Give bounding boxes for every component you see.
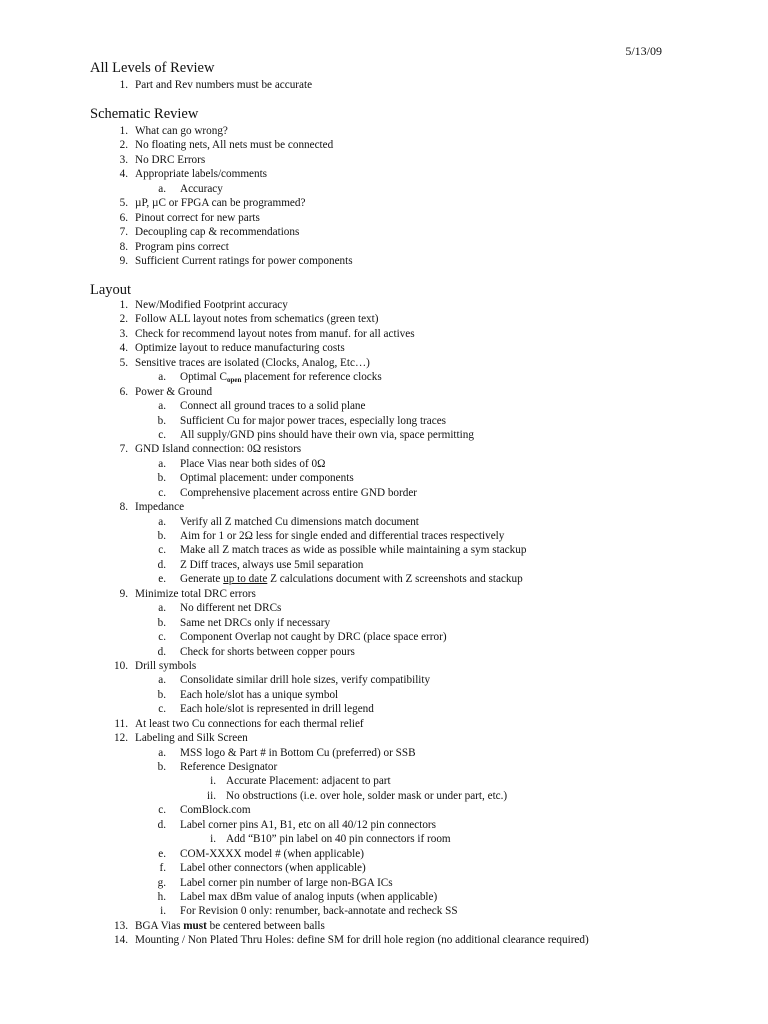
item-number: 13. xyxy=(114,919,128,932)
list-item xyxy=(0,587,768,601)
item-text: Sensitive traces are isolated (Clocks, Analog, Etc…) xyxy=(135,356,370,369)
list-item xyxy=(0,211,768,225)
item-number: h. xyxy=(157,890,166,903)
list-item xyxy=(0,399,768,413)
list-item xyxy=(0,471,768,485)
item-number: e. xyxy=(158,573,166,586)
item-text: Verify all Z matched Cu dimensions match document xyxy=(180,515,419,528)
item-number: b. xyxy=(157,414,166,427)
item-text: Aim for 1 or 2Ω less for single ended and differential traces respectively xyxy=(180,530,505,542)
item-number: 1. xyxy=(119,125,128,137)
item-number: a. xyxy=(158,400,166,413)
list-item xyxy=(0,153,768,167)
item-text: Check for recommend layout notes from manuf. for all actives xyxy=(135,327,415,340)
list-item xyxy=(0,645,768,659)
item-number: 1. xyxy=(119,299,128,311)
bold-text: must xyxy=(183,919,207,932)
list-item xyxy=(0,933,768,947)
item-text: Z Diff traces, always use 5mil separation xyxy=(180,558,364,571)
item-text: No different net DRCs xyxy=(180,602,282,615)
list-item xyxy=(0,500,768,514)
list-item xyxy=(0,78,768,92)
item-text: Decoupling cap & recommendations xyxy=(135,226,300,239)
item-text xyxy=(180,572,523,586)
list-item xyxy=(0,515,768,529)
item-number: i. xyxy=(210,775,216,788)
item-text xyxy=(180,370,382,384)
item-number: i. xyxy=(210,833,216,846)
list-item xyxy=(0,414,768,428)
item-text: Label corner pin number of large non-BGA ICs xyxy=(180,876,393,889)
item-text: Label max dBm value of analog inputs (when applicable) xyxy=(180,890,438,903)
item-text: Accuracy xyxy=(180,182,223,195)
list-item xyxy=(0,356,768,370)
item-text xyxy=(135,919,325,933)
item-text: Pinout correct for new parts xyxy=(135,211,260,224)
item-number: 6. xyxy=(119,385,128,398)
list-item xyxy=(0,702,768,716)
item-number: c. xyxy=(158,804,166,817)
item-text: Connect all ground traces to a solid plane xyxy=(180,400,366,413)
item-text: Add “B10” pin label on 40 pin connectors if room xyxy=(226,833,451,846)
item-text: Reference Designator xyxy=(180,761,278,773)
item-number: a. xyxy=(158,602,166,615)
list-item xyxy=(0,818,768,832)
item-number: 2. xyxy=(119,313,128,326)
item-text: What can go wrong? xyxy=(135,125,228,137)
list-item xyxy=(0,225,768,239)
section-title: Layout xyxy=(90,282,132,298)
item-number: a. xyxy=(158,371,166,384)
list-item xyxy=(0,861,768,875)
item-text: Each hole/slot is represented in drill legend xyxy=(180,703,374,716)
item-number: a. xyxy=(158,746,166,759)
section-title: Schematic Review xyxy=(90,106,199,122)
item-text: No obstructions (i.e. over hole, solder mask or under part, etc.) xyxy=(226,789,508,802)
item-number: c. xyxy=(158,631,166,644)
item-text: COM-XXXX model # (when applicable) xyxy=(180,847,364,860)
item-list xyxy=(0,78,768,92)
text-part: Optimal C xyxy=(180,371,227,384)
item-text: Minimize total DRC errors xyxy=(135,587,256,600)
item-number: 11. xyxy=(114,717,128,730)
list-item xyxy=(0,457,768,471)
item-number: 7. xyxy=(119,443,128,456)
item-text: Sufficient Cu for major power traces, especially long traces xyxy=(180,414,447,427)
list-item xyxy=(0,717,768,731)
list-item xyxy=(0,832,768,846)
item-number: 5. xyxy=(119,197,128,210)
list-item xyxy=(0,673,768,687)
item-text: µP, µC or FPGA can be programmed? xyxy=(135,197,306,210)
item-number: d. xyxy=(157,558,166,571)
text-part: placement for reference clocks xyxy=(241,371,382,384)
list-item xyxy=(0,803,768,817)
list-item xyxy=(0,919,768,933)
item-text: Each hole/slot has a unique symbol xyxy=(180,688,339,701)
subscript-text: open xyxy=(226,376,242,385)
item-number: b. xyxy=(157,616,166,629)
item-text: Check for shorts between copper pours xyxy=(180,645,355,658)
item-number: 14. xyxy=(114,934,128,947)
item-number: ii. xyxy=(206,789,216,802)
item-text: Comprehensive placement across entire GND border xyxy=(180,486,418,499)
list-item xyxy=(0,731,768,745)
list-item xyxy=(0,124,768,138)
list-item xyxy=(0,760,768,774)
item-number: a. xyxy=(158,457,166,470)
item-text: No DRC Errors xyxy=(135,153,206,166)
list-item xyxy=(0,196,768,210)
item-text: Component Overlap not caught by DRC (place space error) xyxy=(180,631,447,644)
text-part: be centered between balls xyxy=(206,919,325,932)
item-number: d. xyxy=(157,645,166,658)
item-text: Label other connectors (when applicable) xyxy=(180,862,366,875)
list-item xyxy=(0,847,768,861)
list-item xyxy=(0,630,768,644)
list-item xyxy=(0,312,768,326)
item-list xyxy=(0,124,768,268)
item-text: Power & Ground xyxy=(135,385,213,398)
item-number: 1. xyxy=(119,79,128,91)
item-number: b. xyxy=(157,761,166,773)
item-number: c. xyxy=(158,703,166,716)
list-item xyxy=(0,789,768,803)
list-item xyxy=(0,341,768,355)
item-text: Optimal placement: under components xyxy=(180,472,354,485)
item-number: 6. xyxy=(119,211,128,224)
list-item xyxy=(0,572,768,586)
list-item xyxy=(0,138,768,152)
item-text: Mounting / Non Plated Thru Holes: define SM for drill hole region (no additional clearance required) xyxy=(135,934,589,947)
item-number: 9. xyxy=(119,587,128,600)
list-item xyxy=(0,254,768,268)
list-item xyxy=(0,558,768,572)
item-text: Impedance xyxy=(135,501,185,514)
item-number: 10. xyxy=(114,659,128,672)
item-text: No floating nets, All nets must be connected xyxy=(135,139,334,152)
list-item xyxy=(0,688,768,702)
list-item xyxy=(0,616,768,630)
list-item xyxy=(0,543,768,557)
item-text: ComBlock.com xyxy=(180,804,251,817)
item-number: f. xyxy=(159,862,166,875)
item-text: Accurate Placement: adjacent to part xyxy=(226,775,391,788)
item-text: Appropriate labels/comments xyxy=(135,168,268,181)
list-item xyxy=(0,774,768,788)
item-number: i. xyxy=(160,905,166,918)
item-text: Follow ALL layout notes from schematics (green text) xyxy=(135,313,379,326)
item-text: MSS logo & Part # in Bottom Cu (preferred) or SSB xyxy=(180,746,416,759)
list-item xyxy=(0,659,768,673)
item-number: 8. xyxy=(119,240,128,253)
text-part: BGA Vias xyxy=(135,919,184,932)
item-number: d. xyxy=(157,818,166,831)
list-item xyxy=(0,601,768,615)
list-item xyxy=(0,746,768,760)
item-number: c. xyxy=(158,544,166,557)
item-text: Make all Z match traces as wide as possible while maintaining a sym stackup xyxy=(180,544,527,557)
list-item xyxy=(0,890,768,904)
item-text: Consolidate similar drill hole sizes, verify compatibility xyxy=(180,674,431,687)
item-text: Place Vias near both sides of 0Ω xyxy=(180,457,326,470)
item-number: a. xyxy=(158,515,166,528)
item-number: 5. xyxy=(119,356,128,369)
item-text: For Revision 0 only: renumber, back-annotate and recheck SS xyxy=(180,905,458,918)
item-text: Drill symbols xyxy=(135,659,197,672)
item-list xyxy=(0,298,768,948)
underlined-text: up to date xyxy=(223,573,268,586)
list-item xyxy=(0,167,768,181)
item-number: b. xyxy=(157,530,166,542)
item-text: All supply/GND pins should have their own via, space permitting xyxy=(180,428,474,441)
text-part: Z calculations document with Z screenshots and stackup xyxy=(267,573,523,586)
item-number: 4. xyxy=(119,168,128,181)
item-text: GND Island connection: 0Ω resistors xyxy=(135,443,302,456)
list-item xyxy=(0,240,768,254)
item-number: 12. xyxy=(114,732,128,745)
list-item xyxy=(0,904,768,918)
item-number: c. xyxy=(158,428,166,441)
item-number: 4. xyxy=(119,342,128,355)
item-number: e. xyxy=(158,847,166,860)
list-item xyxy=(0,370,768,384)
item-number: 2. xyxy=(119,139,128,152)
item-number: a. xyxy=(158,674,166,687)
item-number: b. xyxy=(157,472,166,485)
list-item xyxy=(0,442,768,456)
list-item xyxy=(0,876,768,890)
list-item xyxy=(0,327,768,341)
item-text: Part and Rev numbers must be accurate xyxy=(135,79,313,91)
list-item xyxy=(0,298,768,312)
item-number: 3. xyxy=(119,327,128,340)
item-number: b. xyxy=(157,688,166,701)
item-number: c. xyxy=(158,486,166,499)
text-part: Generate xyxy=(180,573,224,586)
item-text: Label corner pins A1, B1, etc on all 40/12 pin connectors xyxy=(180,818,437,831)
date: 5/13/09 xyxy=(625,44,662,58)
item-number: 7. xyxy=(119,226,128,239)
item-text: Optimize layout to reduce manufacturing costs xyxy=(135,342,345,355)
item-number: g. xyxy=(157,876,166,889)
item-text: Program pins correct xyxy=(135,240,229,253)
item-number: 8. xyxy=(119,501,128,514)
list-item xyxy=(0,529,768,543)
list-item xyxy=(0,182,768,196)
item-number: a. xyxy=(158,182,166,195)
item-text: New/Modified Footprint accuracy xyxy=(135,299,288,311)
list-item xyxy=(0,385,768,399)
list-item xyxy=(0,428,768,442)
item-text: Labeling and Silk Screen xyxy=(135,732,248,745)
section-title: All Levels of Review xyxy=(90,60,215,76)
list-item xyxy=(0,486,768,500)
item-text: At least two Cu connections for each thermal relief xyxy=(135,717,364,730)
item-number: 9. xyxy=(119,254,128,267)
item-text: Sufficient Current ratings for power components xyxy=(135,254,353,267)
item-text: Same net DRCs only if necessary xyxy=(180,616,331,629)
item-number: 3. xyxy=(119,153,128,166)
